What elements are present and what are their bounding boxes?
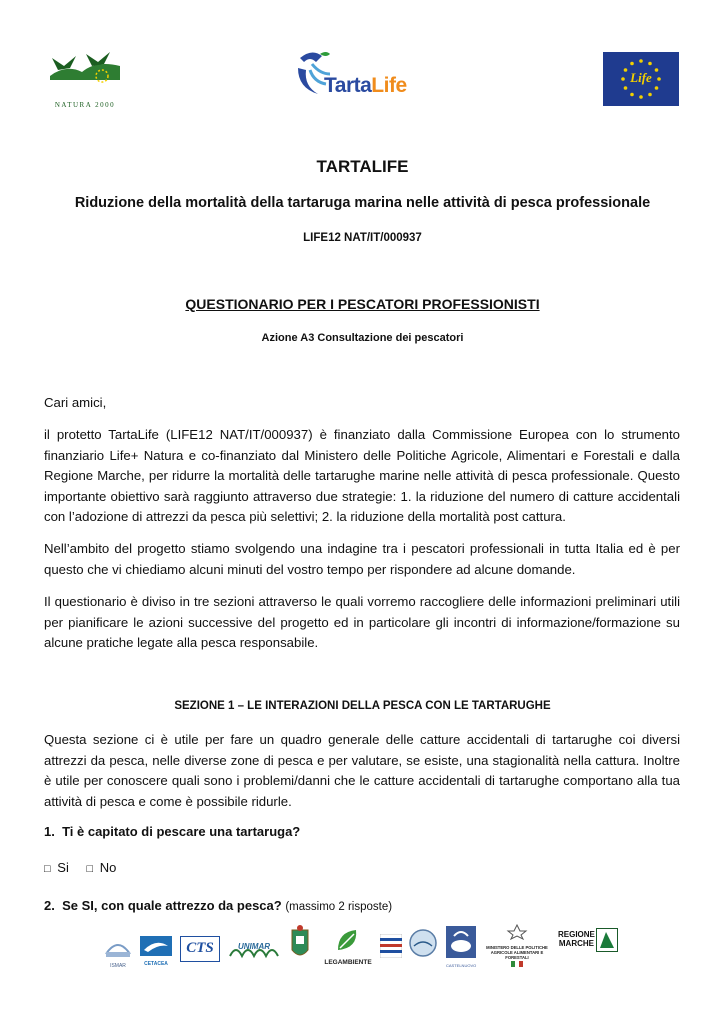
page-subtitle: Riduzione della mortalità della tartaruga marina nelle attività di pesca professionale [74, 195, 651, 211]
regione-label: REGIONE [558, 930, 595, 939]
ministero-logo [486, 924, 548, 968]
section-1-intro: Questa sezione ci è utile per fare un quadro generale delle catture accidentali di tartarughe coi diversi attrezzi da pesca, nelle diverse zone di pesca e per valutare, se esiste, una stagionalità nella cattura. Inoltre è utile per conoscere quali sono i problemi/danni che le catture accidentali di tartarughe comportano alla tua attività di pesca e come è possibile ridurle. [44, 732, 680, 809]
question-1-options [44, 860, 130, 875]
ismar-label: ISMAR [110, 963, 126, 969]
unimar-label: UNIMAR [238, 942, 270, 951]
intro-paragraph-3: Il questionario è diviso in tre sezioni attraverso le quali vorremo raccogliere delle informazioni preliminari utili per pianificare le azioni successive del progetto ed in particolare gli incontri di informazione/formazione su alcune pratiche legate alla pesca responsabile. [44, 594, 680, 650]
cts-logo [180, 936, 220, 962]
leaf-icon [322, 928, 374, 954]
legambiente-label: LEGAMBIENTE [324, 959, 372, 966]
eu-life-logo [603, 52, 679, 106]
marche-emblem-icon [596, 928, 618, 952]
question-2-text: Se SI, con quale attrezzo da pesca? [62, 898, 282, 913]
italian-flag-icon [511, 961, 523, 967]
natura2000-emblem-icon [46, 46, 124, 94]
tartalife-wordmark-life: Life [371, 74, 407, 97]
option-yes[interactable] [44, 860, 72, 875]
castelnuovo-logo [446, 926, 476, 966]
ministero-label: MINISTERO DELLE POLITICHE AGRICOLE ALIMENTARI E FORESTALI [486, 945, 548, 960]
checkbox-no[interactable]: □ [86, 863, 94, 875]
unimar-logo [228, 938, 280, 962]
dolphin-icon [140, 936, 172, 956]
regione-marche-logo [558, 928, 618, 964]
question-1-text: Ti è capitato di pescare una tartaruga? [62, 824, 301, 839]
coat-of-arms-icon [288, 924, 312, 964]
turtle-boat-icon [446, 926, 476, 958]
flag-logo [380, 934, 402, 958]
life-label: Life [630, 70, 652, 85]
cetacea-logo [140, 936, 172, 966]
intro-paragraph-1: il protetto TartaLife (LIFE12 NAT/IT/000937) è finanziato dalla Commissione Europea con lo strumento finanziario Life+ Natura e co-finanziato dal Ministero delle Politiche Agricole, Alimentari e Forestali e dalla Regione Marche, per ridurre la mortalità delle tartarughe marine nelle attività di pesca professionale. Questo importante obiettivo sarà raggiunto attraverso due strategie: 1. la riduzione del numero di catture accidentali con l’adozione di attrezzi da pesca più selettivi; 2. la riduzione della mortalità post cattura. [44, 427, 680, 524]
striped-flag-icon [380, 934, 402, 958]
option-no-label: No [99, 860, 117, 875]
page-title: TARTALIFE [316, 157, 409, 176]
action-subtitle: Azione A3 Consultazione dei pescatori [261, 332, 464, 344]
greeting: Cari amici, [44, 395, 107, 410]
section-1-title: SEZIONE 1 – LE INTERAZIONI DELLA PESCA CON LE TARTARUGHE [174, 700, 551, 712]
checkbox-yes[interactable]: □ [44, 863, 51, 875]
partner-logos [100, 922, 620, 970]
natura2000-logo [46, 46, 124, 109]
round-seal-logo [408, 928, 438, 958]
question-1 [44, 824, 300, 839]
question-2-note: (massimo 2 risposte) [285, 901, 393, 913]
cts-label: CTS [186, 940, 214, 956]
question-2 [44, 898, 392, 913]
natura2000-label: NATURA 2000 [54, 101, 116, 109]
cetacea-label: CETACEA [144, 961, 168, 967]
tartalife-logo [290, 48, 410, 108]
option-yes-label: Si [57, 860, 69, 875]
project-code: LIFE12 NAT/IT/000937 [303, 232, 422, 244]
italian-emblem-icon [486, 924, 548, 940]
regional-coat-logo [288, 924, 312, 964]
intro-paragraph-2: Nell’ambito del progetto stiamo svolgendo una indagine tra i pescatori professionali in tutta Italia ed è per questo che vi chiediamo alcuni minuti del vostro tempo per rispondere ad alcune domande. [44, 541, 680, 577]
question-2-number: 2. [44, 898, 55, 913]
option-no[interactable] [86, 860, 116, 875]
legambiente-logo [322, 928, 374, 966]
tartalife-wordmark-tarta: Tarta [324, 74, 372, 97]
marche-label: MARCHE [558, 939, 594, 948]
question-1-number: 1. [44, 824, 55, 839]
questionnaire-title: QUESTIONARIO PER I PESCATORI PROFESSIONISTI [185, 296, 540, 312]
ismar-icon [104, 936, 132, 958]
ismar-logo [104, 936, 132, 969]
castelnuovo-label: CASTELNUOVO [446, 963, 477, 968]
seal-icon [408, 928, 438, 958]
